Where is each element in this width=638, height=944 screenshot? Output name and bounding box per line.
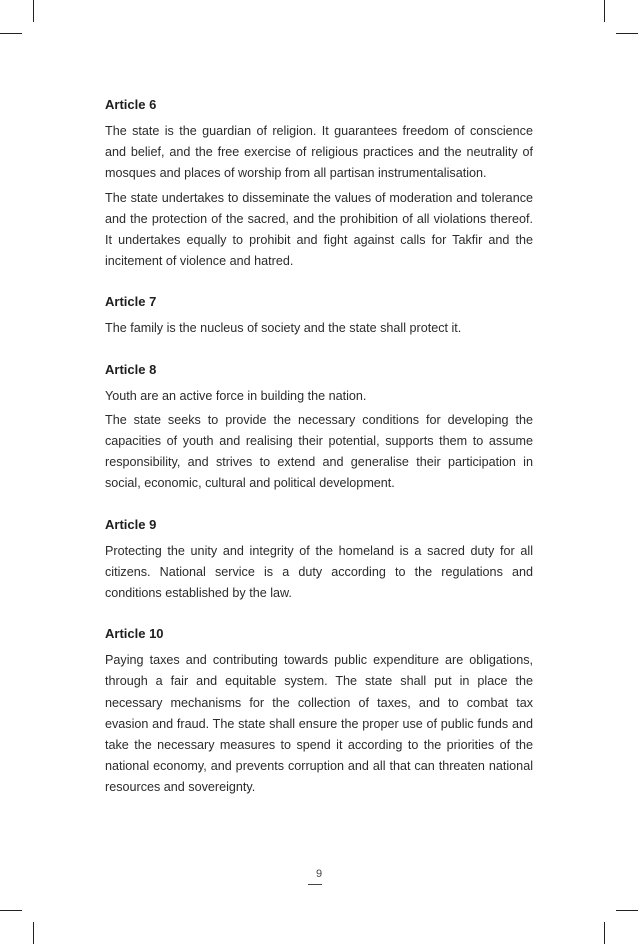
article-paragraph: The state is the guardian of religion. It guarantees freedom of conscience and belief, and the free exercise of religious practices and the neutrality of mosques and places of worship from all partisan instrumentalisation. <box>105 124 533 181</box>
page-number-underline <box>308 884 322 885</box>
article-paragraph: Paying taxes and contributing towards public expenditure are obligations, through a fair and equitable system. The state shall put in place the necessary mechanisms for the collection of taxes, and to combat tax evasion and fraud. The state shall ensure the proper use of public funds and take the necessary measures to spend it according to the priorities of the national economy, and prevents corruption and all that can threaten national resources and sovereignty. <box>105 653 533 795</box>
crop-mark-top-right-horizontal <box>616 33 638 34</box>
article-title: Article 10 <box>105 626 164 642</box>
article-8 <box>105 360 533 495</box>
article-paragraph: Protecting the unity and integrity of the homeland is a sacred duty for all citizens. National service is a duty according to the regulations and conditions established by the law. <box>105 543 533 601</box>
crop-mark-bottom-left-horizontal <box>0 910 22 911</box>
article-10 <box>105 624 533 798</box>
crop-mark-bottom-right-vertical <box>604 922 605 944</box>
article-paragraph: Youth are an active force in building the nation. <box>105 388 367 403</box>
article-title: Article 8 <box>105 361 157 377</box>
article-9 <box>105 515 533 605</box>
article-title: Article 6 <box>105 97 157 112</box>
crop-mark-top-right-vertical <box>604 0 605 22</box>
crop-mark-top-left-horizontal <box>0 33 22 34</box>
page-number: 9 <box>315 868 323 880</box>
article-paragraph: The state seeks to provide the necessary conditions for developing the capacities of youth and realising their potential, supports them to assume responsibility, and strives to extend and generalise their participation in social, economic, cultural and political development. <box>105 412 533 491</box>
article-7 <box>105 292 533 339</box>
crop-mark-bottom-left-vertical <box>33 922 34 944</box>
crop-mark-bottom-right-horizontal <box>616 910 638 911</box>
article-title: Article 9 <box>105 516 157 532</box>
article-paragraph: The family is the nucleus of society and the state shall protect it. <box>105 321 462 336</box>
article-paragraph: The state undertakes to disseminate the values of moderation and tolerance and the protection of the sacred, and the prohibition of all violations thereof. It undertakes equally to prohibit and fight against calls for Takfir and the incitement of violence and hatred. <box>105 190 533 269</box>
document-body <box>105 95 533 802</box>
article-6 <box>105 95 533 272</box>
crop-mark-top-left-vertical <box>33 0 34 22</box>
article-title: Article 7 <box>105 294 157 310</box>
